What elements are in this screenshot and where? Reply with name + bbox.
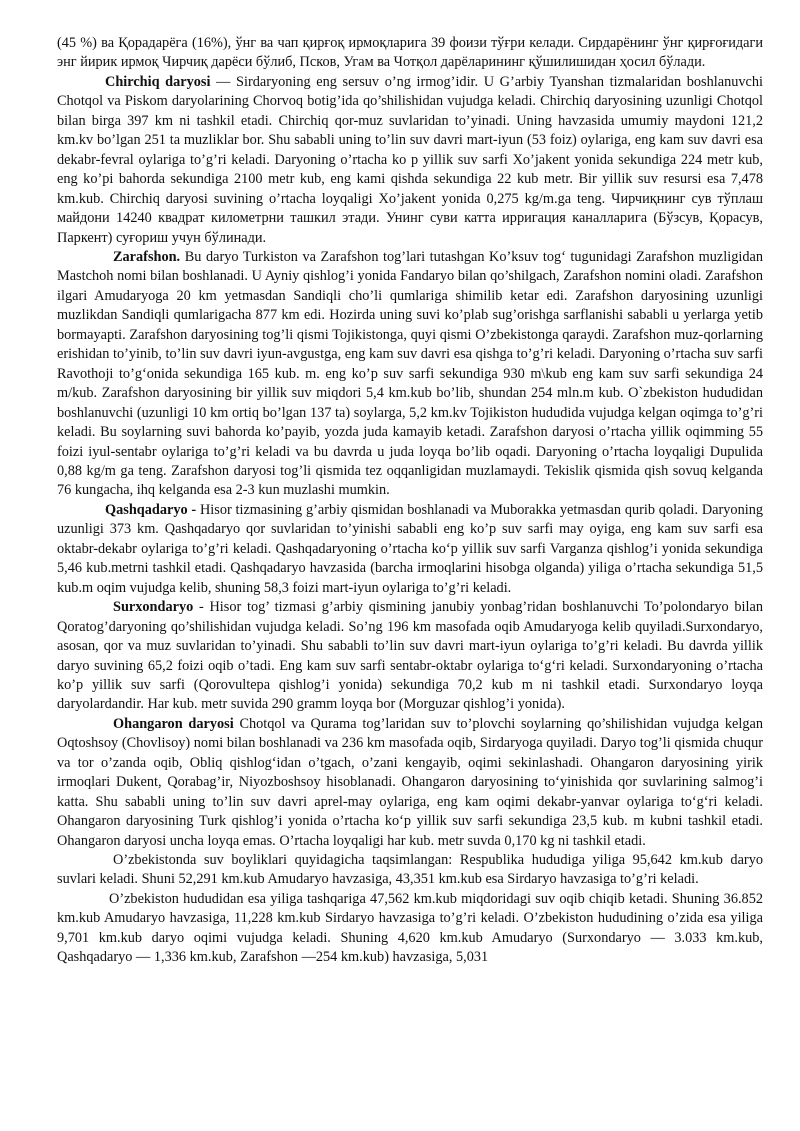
surxondaryo-title: Surxondaryo <box>113 599 194 616</box>
zarafshon-text: Bu daryo Turkiston va Zarafshon tog’lari tutashgan Ko’ksuv tog‘ tugunidagi Zarafshon muzligidan Mastchoh nomi bilan boshlanadi. U Ayniy qishlog’i yonida Fandaryo bilan qo’shilgach, Zarafshon nomini oladi. Zarafshon ilgari Amudaryoga 20 km yetmasdan Sandiqli cho’li qumlariga shimilib ketar edi. Zarafshon daryosining uzunligi muzlikdan Sandiqli qumlarigacha 877 km edi. Hozirda uning suvi ko’plab sug’orishga sarflanishi sababli u yerlarga yetib bormayapti. Zarafshon daryosining tog’li qismi Tojikistonga, quyi qismi O’zbekistonga qaraydi. Zarafshon muz-qorlarning erishidan to’yinib, to’lin suv davri iyun-avgustga, eng kam suv davri esa qishga to’g’ri keladi. Daryoning o’rtacha suv sarfi Ravothoji to’g‘onida sekundiga 165 kub. m. eng ko’p suv sarfi sekundiga 930 m\kub eng kam suv sarfi sekundiga 24 m/kub. Zarafshon daryosining bir yillik suv miqdori 5,4 km.kub bo’lib, shundan 254 mln.m kub. O`zbekiston hududidan boshlanuvchi (uzunligi 10 km ortiq bo’lgan 137 ta) soylarga, 5,2 km.kv Tojikiston hududida vujudga kelgan oqimga to’g’ri keladi. Bu soylarning suvi bahorda ko’payib, yozda juda kamayib ketadi. Zarafshon daryosi o’rtacha yillik oqimming 55 foizi iyul-sentabr oylariga to’g’ri keladi va bu davrda u juda loyqa bo’lib oqadi. Daryoning o’rtacha loyqaligi Dupulida 0,88 kg/m ga teng. Zarafshon daryosi tog’li qismida tez oqqanligidan muzlamaydi. Tekislik qismida qish sovuq kelganda 76 kungacha, ihq kelganda esa 2-3 kun muzlashi mumkin. <box>57 248 763 499</box>
ohangaron-text: Chotqol va Qurama tog’laridan suv to’plovchi soylarning qo’shilishidan vujudga kelgan Oqtoshsoy (Chovlisoy) nomi bilan boshlanadi va 236 km masofada oqib, Sirdaryoga quyiladi. Daryo tog’li qismida chuqur va tor o’zanda oqib, Obliq qishlog‘idan o’tgach, o’zani kengayib, oqimi sekinlashadi. Ohangaron daryosining yirik irmoqlari Dukent, Qorabag’ir, Niyozboshsoy hisoblanadi. Ohangaron daryosining to‘yinishida qor suvlarining salmog’i katta. Shu sababli uning to’lin suv davri aprel-may oylariga, eng kam oqimi dekabr-yanvar oylariga to‘g‘ri keladi. Ohangaron daryosining Turk qishlog’i yonida o’rtacha ko‘p yillik suv sarfi sekundiga 23,5 kub. m kubni tashkil etadi. Ohangaron daryosi uncha loyqa emas. O’rtacha loyqaligi har kub. metr suvda 0,170 kg ni tashkil etadi. <box>57 715 763 849</box>
surxondaryo-text: Hisor tog’ tizmasi g’arbiy qismining janubiy yonbag’ridan boshlanuvchi To’polondaryo bilan Qoratog’daryoning qo’shilishidan vujudga keladi. So’ng 196 km masofada oqib Amudaryoga kelib quyiladi.Surxondaryo, asosan, qor va muz suvlaridan to’yinadi. Shu sababli to’lin suv davri mart-iyun oylariga to’g’ri keladi. Bu davrda yillik daryo suvining 65,2 foizi oqib o’tadi. Eng kam suv sarfi sentabr-oktabr oylariga to‘g‘ri keladi. Surxondaryoning o’rtacha ko’p yillik suv sarfi (Qorovultepa qishlog’i yonida) sekundiga 70,2 kub m ni tashkil etadi. Surxondaryo loyqa daryolardandir. Har kub. metr suvida 290 gramm loyqa bor (Morguzar qishlog’i yonida). <box>57 599 763 713</box>
zarafshon-paragraph <box>57 248 763 501</box>
qashqadaryo-text: Hisor tizmasining g’arbiy qismidan boshlanadi va Muborakka yetmasdan qurib qoladi. Daryoning uzunligi 373 km. Qashqadaryo qor suvlaridan to’yinishi sababli eng ko’p suv sarfi may oyiga, eng kam suv sarfi esa oktabr-dekabr oylariga to’g’ri keladi. Qashqadaryoning o’rtacha ko‘p yillik suv sarfi Varganza qishlog’i yonida sekundiga 5,46 kub.metrni tashkil etadi. Qashqadaryo havzasida (barcha irmoqlarini hisobga olganda) yiliga o’rtacha sekundiga 51,5 kub.m oqim vujudga kelib, shuning 58,3 foizi mart-iyun oylariga to’g’ri keladi. <box>57 501 763 596</box>
water-outflow-paragraph: O’zbekiston hududidan esa yiliga tashqariga 47,562 km.kub miqdoridagi suv oqib chiqib ketadi. Shuning 36.852 km.kub Amudaryo havzasiga, 11,228 km.kub Sirdaryo havzasiga to’g’ri keladi. O’zbekiston hududining o’zida esa yiliga 9,701 km.kub daryo oqimi vujudga keladi. Shuning 4,620 km.kub Amudaryo (Surxondaryo — 3.033 km.kub, Qashqadaryo — 1,336 km.kub, Zarafshon —254 km.kub) havzasiga, 5,031 <box>57 890 763 966</box>
chirchiq-separator: — <box>210 73 237 90</box>
qashqadaryo-paragraph <box>57 501 763 598</box>
chirchiq-title: Chirchiq daryosi <box>105 73 211 90</box>
ohangaron-title: Ohangaron daryosi <box>113 715 234 732</box>
surxondaryo-separator: - <box>193 599 210 616</box>
document-page <box>57 34 763 968</box>
zarafshon-title: Zarafshon. <box>113 248 181 265</box>
qashqadaryo-title: Qashqadaryo - <box>105 501 197 518</box>
surxondaryo-paragraph <box>57 598 763 715</box>
intro-paragraph: (45 %) ва Қорадарёга (16%), ўнг ва чап қирғоқ ирмоқларига 39 фоизи тўғри келади. Сирдарёнинг ўнг қирғоғидаги энг йирик ирмоқ Чирчиқ дарёси бўлиб, Псков, Угам ва Чотқол дарёларининг қўшилишидан ҳосил бўлади. <box>57 35 763 71</box>
chirchiq-text: Sirdaryoning eng sersuv o’ng irmog’idir. U G’arbiy Tyanshan tizmalaridan boshlanuvchi Chotqol va Piskom daryolarining Chorvoq botig’ida qo’shilishidan vujudga keladi. Chirchiq daryosining uzunligi Chotqol bilan birga 397 km ni tashkil etadi. Chirchiq qor-muz suvlaridan to’yinadi. Uning havzasida umumiy maydoni 121,2 km.kv bo’lgan 251 ta muzliklar bor. Shu sababli uning to’lin suv davri mart-iyun (53 foiz) oylariga, eng kam suv davri esa dekabr-fevral oylariga to’g’ri keladi. Daryoning o’rtacha ko p yillik suv sarfi Xo’jakent yonida sekundiga 224 metr kub, eng ko’pi bahorda sekundiga 2100 metr kub, eng kami qishda sekundiga 22 kub metr. Bir yillik suv resursi esa 7,478 km.kub. Chirchiq daryosi suvining o’rtacha loyqaligi Xo’jakent yonida 0,275 kg/m.ga teng. Чирчиқнинг сув тўплаш майдони 14240 квадрат километрни ташкил этади. Унинг суви катта ирригация каналларига (Бўзсув, Қорасув, Паркент) суғориш учун бўлинади. <box>57 73 763 246</box>
ohangaron-paragraph <box>57 715 763 851</box>
chirchiq-paragraph <box>57 73 763 248</box>
water-resources-paragraph: O’zbekistonda suv boyliklari quyidagicha taqsimlangan: Respublika hududiga yiliga 95,642 km.kub daryo suvlari keladi. Shuni 52,291 km.kub Amudaryo havzasiga, 43,351 km.kub esa Sirdaryo havzasiga to’g’ri keladi. <box>57 852 763 888</box>
